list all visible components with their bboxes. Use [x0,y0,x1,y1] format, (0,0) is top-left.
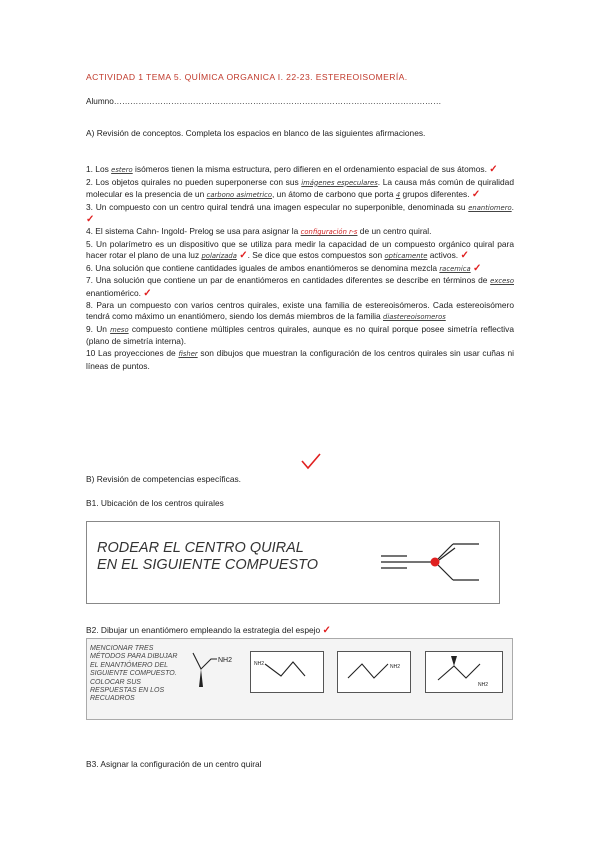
q1-text: 1. Los [86,164,112,174]
question-10: 10 Las proyecciones de fisher son dibujos que muestran la configuración de los centros quirales sin usar cuñas ni líneas de puntos. [86,347,514,371]
q4-answer: configuración r-s [300,227,358,236]
check-mark: ✓ [86,214,95,226]
question-5: 5. Un polarímetro es un dispositivo que se utiliza para medir la capacidad de un compuesto orgánico quiral para hacer rotar el plano de una luz polarizada ✓. Se dice que estos compuestos son opticamente activos. ✓ [86,238,514,262]
page-title: ACTIVIDAD 1 TEMA 5. QUÍMICA ORGANICA I. 22-23. ESTEREOISOMERÍA. [86,72,408,82]
chiral-center-exercise-box [86,521,500,604]
big-check-mark [300,452,322,470]
q1-text-end: isómeros tienen la misma estructura, pero difieren en el ordenamiento espacial de sus átomos. [132,164,487,174]
svg-text:NH2: NH2 [254,661,265,667]
chiral-center-dot [431,558,440,567]
check-mark: ✓ [471,189,481,201]
b2-heading: B2. Dibujar un enantiómero empleando la estrategia del espejo ✓ [86,625,331,636]
answer-box-2 [337,651,411,693]
q2-answer-3: 4 [395,191,401,200]
questions-block [86,164,514,372]
answer-box-1 [250,651,324,693]
q2-answer-1: imágenes especulares [301,178,378,187]
question-7: 7. Una solución que contiene un par de enantiómeros en cantidades diferentes se describe en términos de exceso enantiomérico. ✓ [86,275,514,299]
question-2: 2. Los objetos quirales no pueden superponerse con sus imágenes especulares. La causa más común de quiralidad molecular es la presencia de un carbono asimetrico, un átomo de carbono que porta 4 grupos diferentes. ✓ [86,176,515,201]
student-name-field: Alumno………………………………………………………………………………………………………… [86,97,442,106]
q9-answer: meso [110,325,129,334]
correction-mark: ✓ [143,287,152,299]
check-mark: ✓ [460,250,469,262]
question-6: 6. Una solución que contiene cantidades iguales de ambos enantiómeros se denomina mezcla racemica ✓ [86,262,482,274]
q2-answer-2: carbono asimetrico [206,191,273,200]
q5-answer-1: polarizada [201,252,237,261]
original-compound [187,647,247,697]
section-a-heading: A) Revisión de conceptos. Completa los espacios en blanco de las siguientes afirmaciones. [86,128,426,138]
check-mark: ✓ [489,164,498,175]
b3-heading: B3. Asignar la configuración de un centro quiral [86,759,262,769]
question-4: 4. El sistema Cahn- Ingold- Prelog se usa para asignar la configuración r-s de un centro quiral. [86,225,432,236]
enantiomer-exercise-box [86,638,513,720]
section-b-heading: B) Revisión de competencias específicas. [86,474,242,484]
svg-text:NH2: NH2 [390,664,401,670]
question-3: 3. Un compuesto con un centro quiral tendrá una imagen especular no superponible, denominada su enantiomero. ✓ [86,201,514,226]
question-1 [86,164,514,177]
molecule-drawing [381,536,491,592]
answer-box-3 [425,651,503,693]
q5-answer-2: opticamente [384,252,428,261]
q6-answer: racemica [439,264,471,273]
b1-heading: B1. Ubicación de los centros quirales [86,498,224,508]
box1-instruction: RODEAR EL CENTRO QUIRAL EN EL SIGUIENTE COMPUESTO [97,540,319,573]
q7-answer: exceso [490,277,514,286]
svg-text:NH2: NH2 [478,682,489,688]
question-9: 9. Un meso compuesto contiene múltiples centros quirales, aunque es no quiral porque posee simetría reflectiva (plano de simetría interna). [86,323,514,347]
q10-answer: fisher [178,349,198,358]
q8-answer: diastereoisomeros [383,313,446,322]
question-8: 8. Para un compuesto con varios centros quirales, existe una familia de estereoisómeros. Cada estereoisómero tendrá como máximo un enantiómero, siendo los demás miembros de la familia diastereoisomeros [86,299,514,322]
box2-instruction: MENCIONAR TRES MÉTODOS PARA DIBUJAR EL ENANTIÓMERO DEL SIGUIENTE COMPUESTO. COLOCAR SUS RESPUESTAS EN LOS RECUADROS [90,645,178,703]
check-mark: ✓ [322,625,331,636]
q3-answer: enantiomero [468,203,512,212]
check-mark: ✓ [473,262,482,274]
check-mark: ✓ [239,250,248,262]
q1-answer: estero [111,166,133,174]
nh2-label: NH2 [218,657,233,664]
